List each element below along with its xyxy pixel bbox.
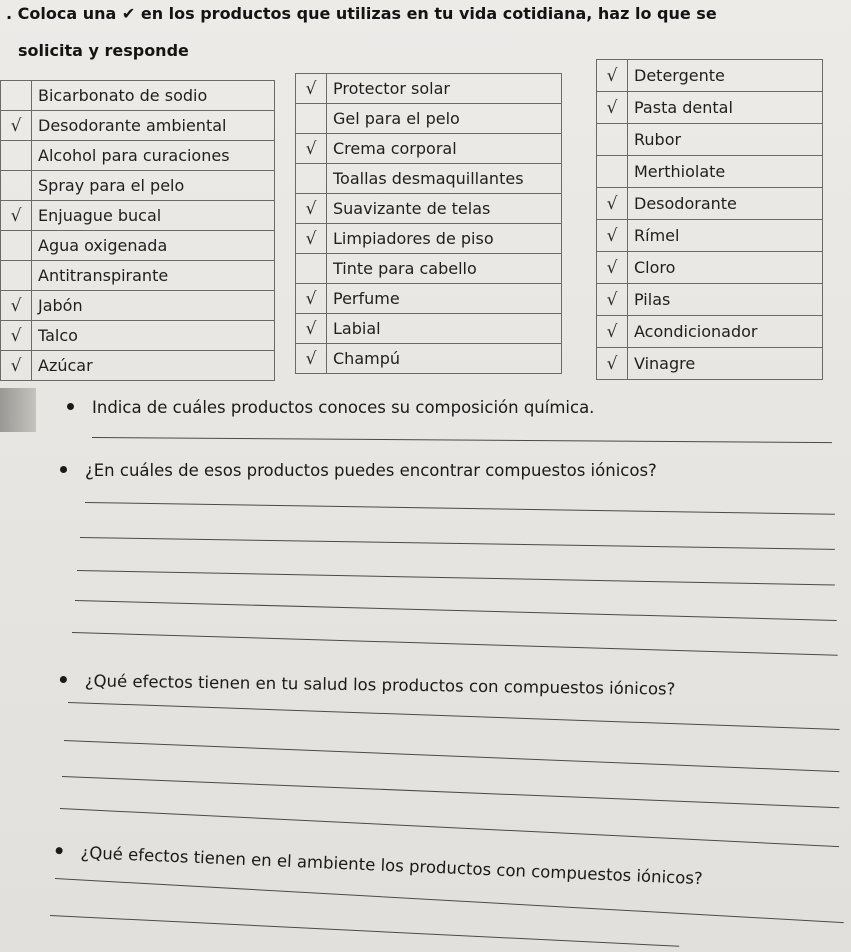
product-row [1, 171, 275, 201]
check-mark-cell[interactable] [296, 164, 327, 194]
check-mark-cell[interactable]: √ [296, 344, 327, 374]
product-label: Jabón [32, 291, 275, 321]
product-row [1, 351, 275, 381]
answer-line [50, 915, 679, 947]
check-mark-cell[interactable]: √ [597, 92, 628, 124]
product-label: Bicarbonato de sodio [32, 81, 275, 111]
product-row [597, 92, 823, 124]
bullet-icon [67, 403, 74, 410]
product-row [1, 81, 275, 111]
check-mark-cell[interactable]: √ [1, 351, 32, 381]
check-mark-cell[interactable]: √ [296, 224, 327, 254]
product-row [597, 188, 823, 220]
product-label: Suavizante de telas [327, 194, 562, 224]
product-row [296, 104, 562, 134]
check-mark-cell[interactable]: √ [597, 252, 628, 284]
bullet-icon [55, 847, 62, 854]
product-row [1, 261, 275, 291]
question-2 [60, 461, 657, 480]
product-row [1, 231, 275, 261]
product-row [597, 252, 823, 284]
answer-line [60, 808, 839, 847]
product-label: Tinte para cabello [327, 254, 562, 284]
product-label: Vinagre [628, 348, 823, 380]
product-label: Perfume [327, 284, 562, 314]
product-label: Antitranspirante [32, 261, 275, 291]
product-row [1, 111, 275, 141]
product-row [1, 291, 275, 321]
product-label: Cloro [628, 252, 823, 284]
products-table-2 [295, 73, 562, 374]
product-label: Azúcar [32, 351, 275, 381]
product-row [296, 344, 562, 374]
page-smudge [0, 388, 36, 432]
answer-line [80, 537, 835, 550]
product-label: Champú [327, 344, 562, 374]
products-table-3 [596, 59, 823, 380]
bullet-icon [60, 676, 67, 683]
instruction-line-1: . Coloca una ✔ en los productos que utilizas en tu vida cotidiana, haz lo que se [6, 4, 717, 23]
product-label: Spray para el pelo [32, 171, 275, 201]
check-mark-cell[interactable]: √ [296, 284, 327, 314]
check-mark-cell[interactable]: √ [1, 291, 32, 321]
check-mark-cell[interactable]: √ [296, 194, 327, 224]
product-label: Labial [327, 314, 562, 344]
product-row [597, 348, 823, 380]
bullet-icon [60, 466, 67, 473]
question-3 [60, 671, 676, 699]
product-row [296, 74, 562, 104]
check-mark-cell[interactable] [1, 141, 32, 171]
check-mark-cell[interactable]: √ [296, 134, 327, 164]
check-mark-cell[interactable] [296, 254, 327, 284]
answer-line [62, 776, 839, 808]
check-mark-cell[interactable]: √ [597, 188, 628, 220]
answer-line [77, 570, 835, 586]
product-label: Toallas desmaquillantes [327, 164, 562, 194]
question-2-text: ¿En cuáles de esos productos puedes encontrar compuestos iónicos? [85, 461, 657, 480]
product-row [597, 316, 823, 348]
check-mark-cell[interactable]: √ [597, 284, 628, 316]
check-mark-cell[interactable]: √ [597, 60, 628, 92]
product-row [296, 254, 562, 284]
product-row [296, 134, 562, 164]
check-mark-cell[interactable]: √ [597, 348, 628, 380]
product-label: Crema corporal [327, 134, 562, 164]
answer-line [64, 740, 839, 772]
check-mark-cell[interactable] [1, 231, 32, 261]
product-label: Pilas [628, 284, 823, 316]
product-label: Alcohol para curaciones [32, 141, 275, 171]
question-1 [67, 398, 594, 417]
check-mark-cell[interactable]: √ [1, 321, 32, 351]
product-label: Limpiadores de piso [327, 224, 562, 254]
check-mark-cell[interactable]: √ [597, 316, 628, 348]
answer-line [72, 632, 838, 656]
product-label: Desodorante ambiental [32, 111, 275, 141]
product-row [1, 201, 275, 231]
answer-line [92, 437, 832, 443]
product-row [296, 284, 562, 314]
product-label: Rímel [628, 220, 823, 252]
question-3-text: ¿Qué efectos tienen en tu salud los productos con compuestos iónicos? [84, 671, 676, 699]
product-label: Enjuague bucal [32, 201, 275, 231]
product-label: Protector solar [327, 74, 562, 104]
check-mark-cell[interactable] [597, 156, 628, 188]
check-mark-cell[interactable]: √ [296, 74, 327, 104]
product-row [597, 124, 823, 156]
question-4 [55, 842, 703, 888]
product-label: Talco [32, 321, 275, 351]
check-mark-cell[interactable]: √ [597, 220, 628, 252]
answer-line [68, 702, 840, 730]
product-row [597, 284, 823, 316]
product-label: Desodorante [628, 188, 823, 220]
product-row [597, 156, 823, 188]
product-label: Pasta dental [628, 92, 823, 124]
products-table-1 [0, 80, 275, 381]
product-label: Gel para el pelo [327, 104, 562, 134]
check-mark-cell[interactable] [1, 171, 32, 201]
answer-line [55, 878, 844, 923]
answer-line [75, 600, 837, 621]
product-label: Acondicionador [628, 316, 823, 348]
question-1-text: Indica de cuáles productos conoces su composición química. [92, 398, 595, 417]
check-mark-cell[interactable]: √ [1, 111, 32, 141]
product-label: Merthiolate [628, 156, 823, 188]
product-row [296, 164, 562, 194]
check-mark-cell[interactable]: √ [296, 314, 327, 344]
product-label: Agua oxigenada [32, 231, 275, 261]
check-mark-cell[interactable] [296, 104, 327, 134]
product-row [296, 314, 562, 344]
answer-line [85, 502, 835, 515]
product-row [1, 141, 275, 171]
instruction-line-2: solicita y responde [18, 41, 189, 60]
product-row [1, 321, 275, 351]
product-row [597, 60, 823, 92]
check-mark-cell[interactable]: √ [1, 201, 32, 231]
product-label: Detergente [628, 60, 823, 92]
product-label: Rubor [628, 124, 823, 156]
check-mark-cell[interactable] [597, 124, 628, 156]
product-row [296, 224, 562, 254]
product-row [597, 220, 823, 252]
check-mark-cell[interactable] [1, 81, 32, 111]
question-4-text: ¿Qué efectos tienen en el ambiente los productos con compuestos iónicos? [80, 843, 704, 889]
product-row [296, 194, 562, 224]
check-mark-cell[interactable] [1, 261, 32, 291]
